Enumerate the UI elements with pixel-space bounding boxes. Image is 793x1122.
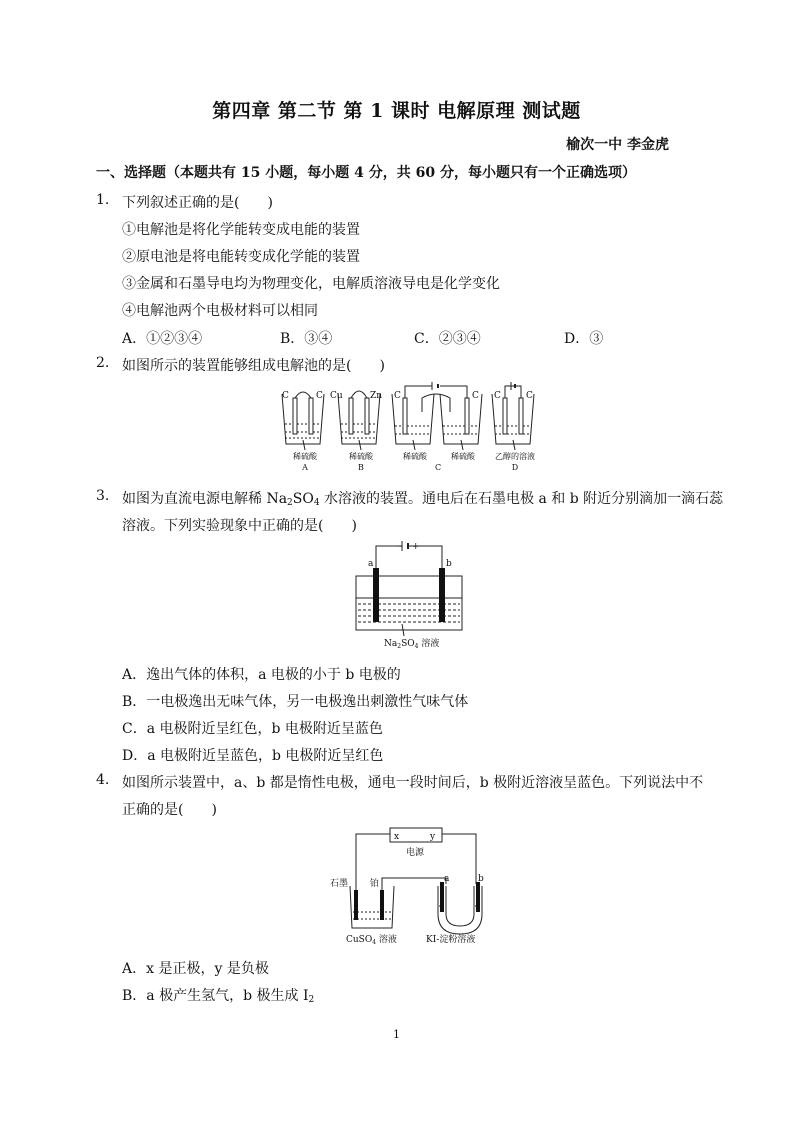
- label-electrode-c: C: [394, 391, 401, 401]
- label-electrode-c: C: [282, 391, 289, 401]
- q1-option-b: B．③④: [280, 331, 333, 347]
- electrode-b-bar: [439, 568, 445, 622]
- q1-statement-2: ②原电池是将电能转变成化学能的装置: [122, 249, 360, 265]
- electrode-b: [476, 882, 480, 912]
- q1-option-a: A．①②③④: [122, 331, 203, 347]
- section-heading: 一、选择题（本题共有 15 小题，每小题 4 分，共 60 分，每小题只有一个正确选项）: [96, 165, 636, 181]
- q1-option-d: D．③: [564, 331, 604, 347]
- q4-number: 4.: [96, 772, 110, 788]
- label-ki-starch-solution: KI-淀粉溶液: [426, 935, 476, 945]
- q4-option-a: A．x 是正极，y 是负极: [122, 961, 269, 977]
- label-a: a: [444, 874, 450, 884]
- q4-stem-line-1: 如图所示装置中，a、b 都是惰性电极，通电一段时间后，b 极附近溶液呈蓝色。下列说法中不: [122, 775, 704, 791]
- label-electrode-cu: Cu: [330, 391, 343, 401]
- label-minus: −: [396, 542, 404, 552]
- graphite-electrode: [354, 890, 358, 920]
- label-plus: +: [412, 542, 420, 552]
- q4-figure-apparatus: [326, 824, 498, 946]
- label-option-a: A: [302, 463, 308, 472]
- page-number: 1: [393, 1028, 400, 1041]
- label-graphite: 石墨: [330, 879, 349, 889]
- page-title: 第四章 第二节 第 1 课时 电解原理 测试题: [212, 100, 581, 122]
- label-electrode-c: C: [494, 391, 501, 401]
- label-platinum: 铂: [370, 879, 380, 889]
- label-solution-a: 稀硫酸: [293, 452, 317, 461]
- electrode-a-bar: [373, 568, 379, 622]
- label-y: y: [430, 832, 436, 842]
- q2-number: 2.: [96, 355, 110, 371]
- q1-statement-3: ③金属和石墨导电均为物理变化，电解质溶液导电是化学变化: [122, 276, 500, 292]
- label-electrode-c: C: [316, 391, 323, 401]
- label-option-b: B: [358, 463, 364, 472]
- label-option-c: C: [434, 463, 442, 472]
- label-solution-b: 稀硫酸: [349, 452, 373, 461]
- label-electrode-c: C: [472, 391, 479, 401]
- electrode-a: [440, 882, 444, 912]
- label-electrode-zn: Zn: [370, 391, 383, 401]
- q1-number: 1.: [96, 192, 110, 208]
- label-option-d: D: [511, 463, 519, 472]
- q3-stem-line-2: 溶液。下列实验现象中正确的是( ): [122, 518, 357, 534]
- label-electrode-b: b: [446, 559, 452, 569]
- label-solution-c2: 稀硫酸: [451, 452, 475, 461]
- q3-number: 3.: [96, 488, 110, 504]
- q3-option-a: A．逸出气体的体积，a 电极的小于 b 电极的: [122, 667, 401, 683]
- label-x: x: [394, 832, 400, 842]
- label-cuso4-solution: CuSO$_4$ 溶液: [346, 935, 397, 946]
- q4-stem-line-2: 正确的是( ): [122, 802, 217, 818]
- label-electrode-a: a: [368, 559, 374, 569]
- q4-option-b: B．a 极产生氢气，b 极生成 $I_2$: [122, 988, 315, 1005]
- q3-option-c: C．a 电极附近呈红色，b 电极附近呈蓝色: [122, 721, 383, 737]
- q1-statement-4: ④电解池两个电极材料可以相同: [122, 303, 318, 319]
- q1-option-c: C．②③④: [414, 331, 481, 347]
- label-solution: $Na_2SO_4$ 溶液: [384, 639, 440, 650]
- q1-stem: 下列叙述正确的是( ): [122, 195, 273, 211]
- q3-figure-electrolysis-cell: [350, 540, 470, 652]
- q2-stem: 如图所示的装置能够组成电解池的是( ): [122, 358, 385, 374]
- q2-figure-apparatus: [272, 382, 552, 474]
- q3-stem-line-1: 如图为直流电源电解稀 $Na_2SO_4$ 水溶液的装置。通电后在石墨电极 a 和 b 附近分别滴加一滴石蕊: [122, 491, 724, 508]
- label-b: b: [478, 874, 484, 884]
- label-electrode-c: C: [526, 391, 533, 401]
- platinum-electrode: [380, 890, 384, 920]
- q1-statement-1: ①电解池是将化学能转变成电能的装置: [122, 222, 360, 238]
- q3-option-d: D．a 电极附近呈蓝色，b 电极附近呈红色: [122, 748, 384, 764]
- label-solution-c1: 稀硫酸: [403, 452, 427, 461]
- label-solution-d: 乙醇的溶液: [495, 452, 535, 461]
- q3-option-b: B．一电极逸出无味气体，另一电极逸出刺激性气味气体: [122, 694, 469, 710]
- label-power-source: 电源: [406, 848, 425, 858]
- author: 榆次一中 李金虎: [566, 137, 669, 153]
